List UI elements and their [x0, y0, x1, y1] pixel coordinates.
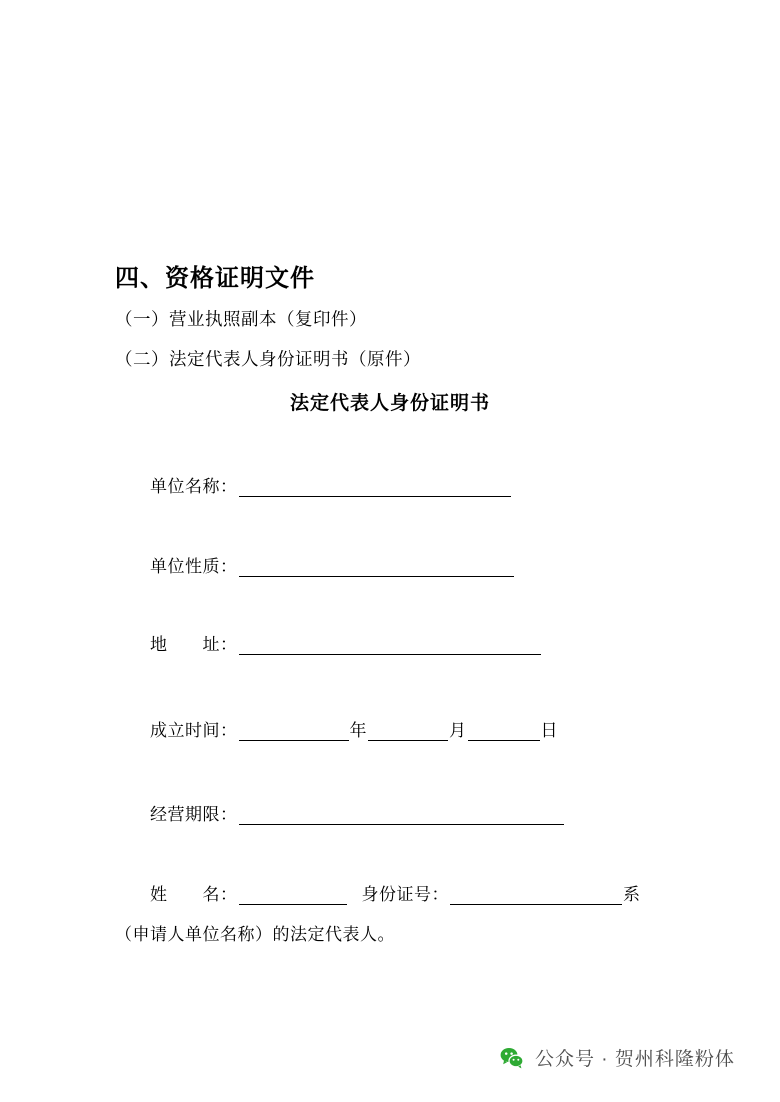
field-colon-unit-name: ：	[220, 477, 238, 496]
field-row-unit-type	[150, 552, 515, 577]
page-title: 四、资格证明文件	[115, 266, 315, 292]
field-input-business-term[interactable]	[239, 806, 564, 825]
field-row-person	[150, 880, 641, 905]
footer-brand-text: 公众号 · 贺州科隆粉体	[535, 1049, 735, 1070]
field-row-found-date	[150, 716, 558, 741]
certificate-title: 法定代表人身份证明书	[289, 393, 490, 414]
field-label-address: 地 址	[150, 635, 220, 654]
field-colon-name: ：	[220, 885, 238, 904]
field-label-business-term: 经营期限	[150, 805, 220, 824]
field-suffix-person: 系	[623, 885, 641, 904]
field-input-month[interactable]	[368, 722, 448, 741]
field-input-unit-type[interactable]	[239, 558, 514, 577]
field-input-unit-name[interactable]	[239, 478, 511, 497]
doc-subitem-1: （一）营业执照副本（复印件）	[115, 309, 367, 329]
date-unit-year: 年	[349, 721, 367, 740]
wechat-icon	[498, 1044, 525, 1071]
final-statement: （申请人单位名称）的法定代表人。	[115, 925, 395, 944]
field-input-id-number[interactable]	[450, 886, 622, 905]
field-colon-address: ：	[220, 635, 238, 654]
field-colon-business-term: ：	[220, 805, 238, 824]
field-label-found-date: 成立时间	[150, 721, 220, 740]
field-input-address[interactable]	[239, 636, 541, 655]
field-input-name[interactable]	[239, 886, 347, 905]
doc-subitem-2: （二）法定代表人身份证明书（原件）	[115, 349, 421, 369]
field-row-address	[150, 630, 542, 655]
field-label-unit-type: 单位性质	[150, 557, 220, 576]
field-row-business-term	[150, 800, 565, 825]
field-label-unit-name: 单位名称	[150, 477, 220, 496]
field-label-id-number: 身份证号	[361, 885, 432, 904]
field-row-unit-name	[150, 472, 512, 497]
footer-brand	[498, 1044, 735, 1071]
field-colon-found-date: ：	[220, 721, 238, 740]
field-input-year[interactable]	[239, 722, 349, 741]
field-input-day[interactable]	[468, 722, 540, 741]
field-colon-id-number: ：	[431, 885, 449, 904]
date-unit-day: 日	[540, 721, 558, 740]
field-colon-unit-type: ：	[220, 557, 238, 576]
field-label-name: 姓 名	[150, 885, 220, 904]
date-unit-month: 月	[449, 721, 467, 740]
